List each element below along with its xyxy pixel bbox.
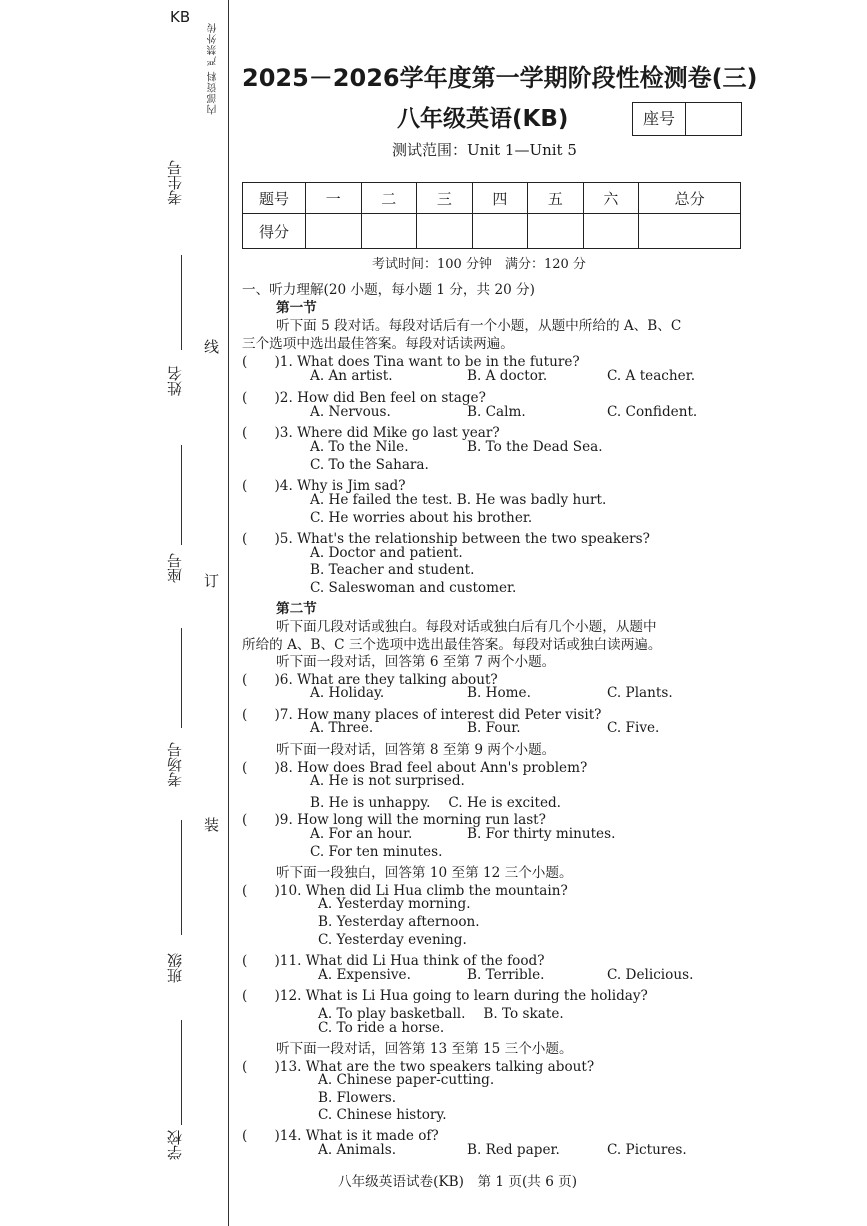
question-line: ( )3. Where did Mike go last year? (242, 425, 500, 441)
question-line: ( )6. What are they talking about? (242, 672, 498, 688)
field-school: 学校 (166, 1130, 184, 1160)
question-line: ( )8. How does Brad feel about Ann's problem? (242, 760, 588, 776)
blank-line[interactable] (181, 628, 182, 728)
binding-margin (0, 0, 228, 1226)
question-line: B. Four. (467, 720, 521, 736)
question-line: C. To the Sahara. (310, 457, 429, 473)
question-line: C. Pictures. (607, 1142, 687, 1158)
score-cell[interactable] (583, 214, 639, 249)
seat-number-box (632, 102, 742, 136)
question-line: C. A teacher. (607, 368, 696, 384)
question-line: 一、听力理解(20 小题，每小题 1 分，共 20 分) (242, 282, 535, 298)
question-line: B. Terrible. (467, 967, 545, 983)
field-student-number: 考生号 (166, 160, 184, 205)
question-line: B. Flowers. (318, 1090, 397, 1106)
paper-code: KB (170, 8, 191, 26)
question-line: C. He worries about his brother. (310, 510, 533, 526)
exam-subtitle: 八年级英语(KB) (397, 106, 569, 132)
question-line: 第二节 (276, 601, 317, 617)
seat-number-input[interactable] (686, 103, 741, 135)
question-line: ( )5. What's the relationship between the two speakers? (242, 531, 650, 547)
question-line: C. Plants. (607, 685, 673, 701)
question-line: C. Yesterday evening. (318, 932, 467, 948)
question-line: A. To the Nile. (310, 439, 409, 455)
score-cell[interactable] (361, 214, 417, 249)
question-line: 听下面几段对话或独白。每段对话或独白后有几个小题，从题中 (276, 619, 657, 635)
question-line: 听下面一段对话，回答第 13 至第 15 三个小题。 (276, 1041, 573, 1057)
question-line: 听下面一段对话，回答第 6 至第 7 两个小题。 (276, 654, 556, 670)
score-header-cell: 一 (306, 183, 362, 214)
question-line: 听下面一段对话，回答第 8 至第 9 两个小题。 (276, 742, 556, 758)
question-line: C. Saleswoman and customer. (310, 580, 517, 596)
blank-line[interactable] (181, 445, 182, 545)
question-line: ( )2. How did Ben feel on stage? (242, 390, 486, 406)
question-line: 三个选项中选出最佳答案。每段对话读两遍。 (242, 336, 514, 352)
question-line: 所给的 A、B、C 三个选项中选出最佳答案。每段对话或独白读两遍。 (242, 637, 662, 653)
question-line: ( )12. What is Li Hua going to learn during the holiday? (242, 988, 648, 1004)
score-header-cell: 三 (417, 183, 473, 214)
test-scope: 测试范围：Unit 1—Unit 5 (392, 141, 577, 159)
question-line: B. To the Dead Sea. (467, 439, 603, 455)
score-table (242, 182, 741, 249)
question-line: A. Holiday. (310, 685, 385, 701)
question-line: A. Doctor and patient. (310, 545, 463, 561)
score-header-cell: 总分 (639, 183, 741, 214)
question-line: B. A doctor. (467, 368, 548, 384)
question-line: ( )7. How many places of interest did Peter visit? (242, 707, 602, 723)
seat-number-label: 座号 (633, 103, 686, 135)
score-header-cell: 六 (583, 183, 639, 214)
question-line: A. An artist. (310, 368, 393, 384)
question-line: C. Five. (607, 720, 660, 736)
blank-line[interactable] (181, 255, 182, 350)
blank-line[interactable] (181, 820, 182, 935)
score-cell[interactable] (472, 214, 528, 249)
question-line: A. For an hour. (310, 826, 413, 842)
fold-mark-line: 线 (204, 338, 220, 356)
question-line: C. Delicious. (607, 967, 694, 983)
score-cell[interactable] (528, 214, 584, 249)
question-line: A. To play basketball. B. To skate. (318, 1006, 564, 1022)
field-class: 班级 (166, 953, 184, 983)
question-line: A. Chinese paper-cutting. (318, 1072, 495, 1088)
score-row-label: 得分 (243, 214, 306, 249)
question-line: ( )4. Why is Jim sad? (242, 478, 406, 494)
question-line: A. He is not surprised. (310, 773, 465, 789)
fold-mark-staple: 装 (204, 816, 220, 834)
question-line: ( )13. What are the two speakers talking about? (242, 1059, 595, 1075)
score-table-score-row (243, 214, 741, 249)
question-line: ( )10. When did Li Hua climb the mountain? (242, 883, 568, 899)
field-seat: 座号 (166, 553, 184, 583)
score-cell[interactable] (639, 214, 741, 249)
question-line: ( )1. What does Tina want to be in the future? (242, 354, 580, 370)
binding-divider (228, 0, 229, 1226)
question-line: B. Yesterday afternoon. (318, 914, 480, 930)
question-line: B. Calm. (467, 404, 526, 420)
score-cell[interactable] (306, 214, 362, 249)
question-line: A. Animals. (318, 1142, 397, 1158)
question-line: ( )11. What did Li Hua think of the food? (242, 953, 545, 969)
question-line: A. Expensive. (318, 967, 411, 983)
score-header-cell: 五 (528, 183, 584, 214)
question-line: B. He is unhappy. C. He is excited. (310, 795, 562, 811)
score-cell[interactable] (417, 214, 473, 249)
blank-line[interactable] (181, 1020, 182, 1125)
question-line: C. To ride a horse. (318, 1020, 445, 1036)
question-line: 第一节 (276, 300, 317, 316)
page-footer: 八年级英语试卷(KB) 第 1 页(共 6 页) (338, 1174, 578, 1190)
question-line: B. For thirty minutes. (467, 826, 616, 842)
confidential-notice: 内部资料 严禁外传 (208, 22, 219, 115)
score-header-cell: 题号 (243, 183, 306, 214)
exam-time-info: 考试时间：100 分钟 满分：120 分 (372, 257, 586, 272)
question-line: B. Teacher and student. (310, 562, 475, 578)
question-line: A. Three. (310, 720, 374, 736)
field-name: 姓名 (166, 366, 184, 396)
question-line: B. Home. (467, 685, 531, 701)
exam-title: 2025－2026学年度第一学期阶段性检测卷(三) (242, 64, 758, 92)
score-header-cell: 四 (472, 183, 528, 214)
question-line: 听下面一段独白，回答第 10 至第 12 三个小题。 (276, 865, 573, 881)
score-header-cell: 二 (361, 183, 417, 214)
question-line: A. He failed the test. B. He was badly hurt. (310, 492, 607, 508)
question-line: C. Confident. (607, 404, 698, 420)
question-line: A. Nervous. (310, 404, 391, 420)
question-line: C. For ten minutes. (310, 844, 443, 860)
score-table-header-row (243, 183, 741, 214)
question-line: ( )14. What is it made of? (242, 1128, 439, 1144)
question-line: ( )9. How long will the morning run last? (242, 812, 546, 828)
field-exam-room: 考场号 (166, 742, 184, 787)
question-line: C. Chinese history. (318, 1107, 447, 1123)
question-line: A. Yesterday morning. (318, 896, 471, 912)
question-line: B. Red paper. (467, 1142, 560, 1158)
fold-mark-bind: 订 (204, 572, 220, 590)
question-line: 听下面 5 段对话。每段对话后有一个小题，从题中所给的 A、B、C (276, 318, 682, 334)
